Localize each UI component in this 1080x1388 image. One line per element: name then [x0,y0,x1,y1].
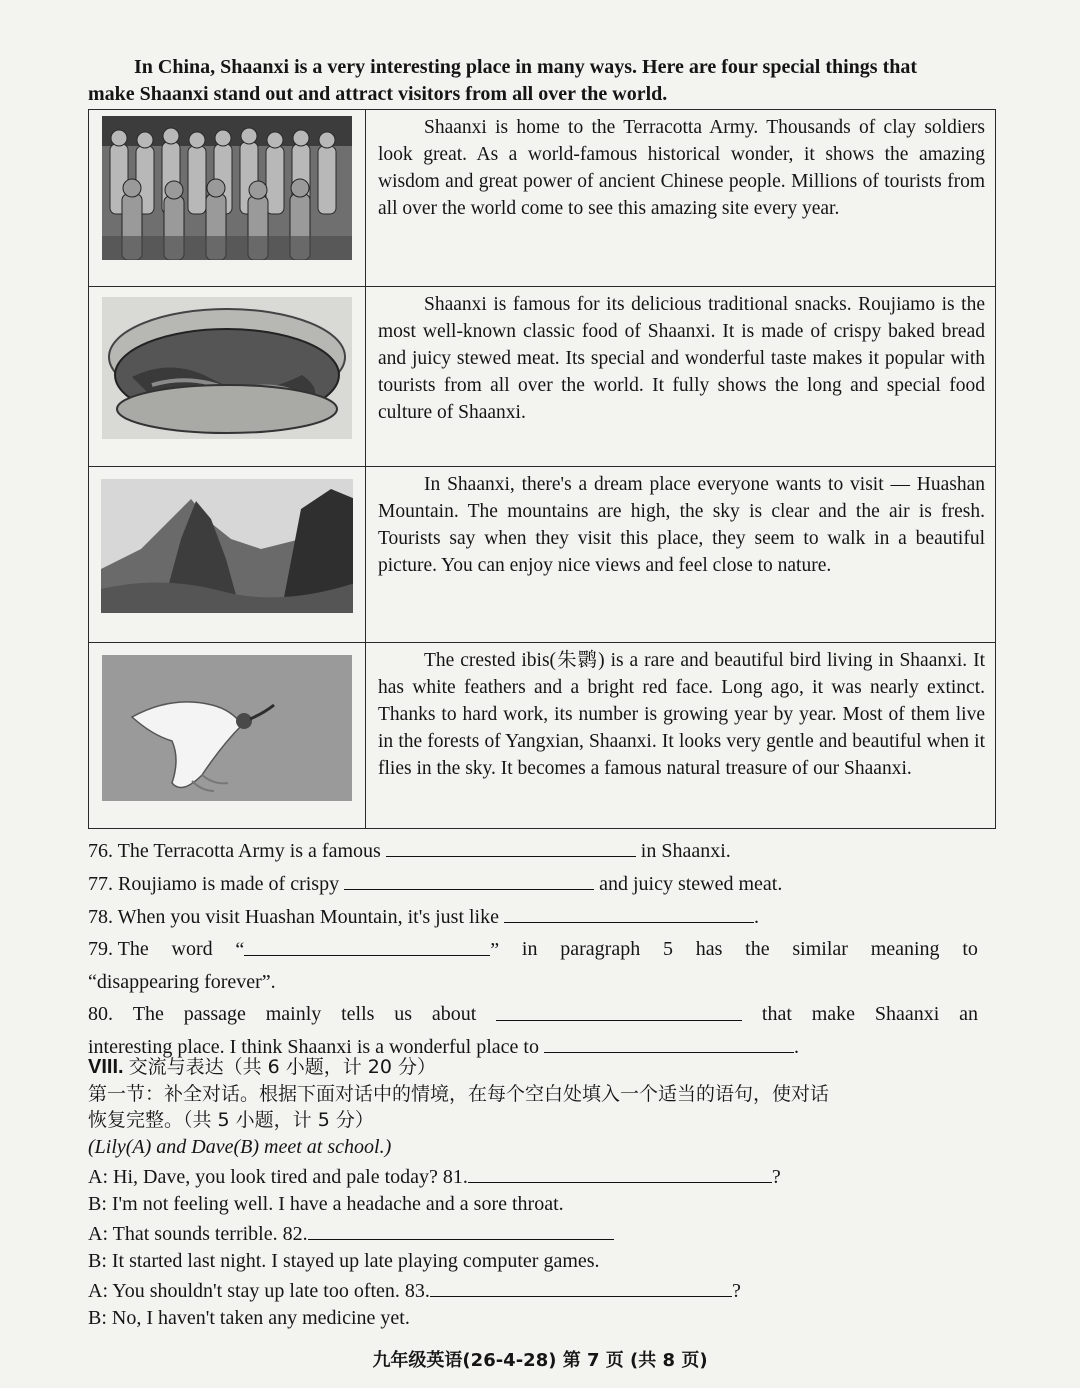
paragraph-huashan: In Shaanxi, there's a dream place everyone wants to visit — Huashan Mountain. The mountains are high, the sky is clear and the air is fresh. Tourists say when they visit this place, they seem to walk in a beautiful picture. You can enjoy nice views and feel close to nature. [366,467,996,643]
image-cell [89,643,366,829]
image-cell [89,110,366,287]
image-cell [89,287,366,467]
crested-ibis-photo [102,655,352,801]
paragraph-roujiamo: Shaanxi is famous for its delicious traditional snacks. Roujiamo is the most well-known classic food of Shaanxi. It is made of crispy baked bread and juicy stewed meat. Its special and wonderful taste makes it popular with tourists from all over the world. It fully shows the long and special food culture of Shaanxi. [366,287,996,467]
reading-table [88,109,996,829]
section-title: VIII. 交流与表达（共 6 小题，计 20 分） [88,1056,437,1078]
answer-blank-77[interactable] [344,867,594,890]
huashan-mountain-photo [99,479,353,613]
dialogue-line-6: B: No, I haven't taken any medicine yet. [88,1306,410,1329]
question-79-line-2: “disappearing forever”. [88,971,276,993]
answer-blank-80b[interactable] [544,1030,794,1053]
question-78: 78. When you visit Huashan Mountain, it's just like . [88,900,978,933]
dialogue-line-5: A: You shouldn't stay up late too often. 83. ? [88,1274,978,1305]
question-77: 77. Roujiamo is made of crispy and juicy stewed meat. [88,867,978,900]
dialogue-line-4: B: It started last night. I stayed up late playing computer games. [88,1249,600,1272]
answer-blank-78[interactable] [504,900,754,923]
table-row [89,643,996,829]
section-instruction-2: 恢复完整。（共 5 小题，计 5 分） [88,1109,374,1131]
question-79: 79. The word “ ” in paragraph 5 has the similar meaning to [88,933,978,966]
page-footer: 九年级英语(26-4-28) 第 7 页 (共 8 页) [372,1350,708,1371]
answer-blank-80a[interactable] [496,998,742,1021]
intro-line-1: In China, Shaanxi is a very interesting place in many ways. Here are four special things that [134,56,918,78]
answer-blank-81[interactable] [468,1160,772,1183]
question-80-line-2: interesting place. I think Shaanxi is a wonderful place to . [88,1030,978,1063]
intro-line-2: make Shaanxi stand out and attract visitors from all over the world. [88,83,668,105]
question-76: 76. The Terracotta Army is a famous in Shaanxi. [88,834,978,867]
dialogue-scene: (Lily(A) and Dave(B) meet at school.) [88,1135,392,1158]
image-cell [89,467,366,643]
answer-blank-79[interactable] [244,933,490,956]
intro-paragraph [88,54,978,108]
answer-blank-82[interactable] [308,1217,614,1240]
answer-blank-76[interactable] [386,834,636,857]
paragraph-terracotta: Shaanxi is home to the Terracotta Army. Thousands of clay soldiers look great. As a world-famous historical wonder, it shows the amazing wisdom and great power of ancient Chinese people. Millions of tourists from all over the world come to see this amazing site every year. [366,110,996,287]
paragraph-crested-ibis: The crested ibis(朱鹮) is a rare and beautiful bird living in Shaanxi. It has white feathers and a bright red face. Long ago, it was nearly extinct. Thanks to hard work, its number is growing year by year. Most of them live in the forests of Yangxian, Shaanxi. It looks very gentle and beautiful when it flies in the sky. It becomes a famous natural treasure of our Shaanxi. [366,643,996,829]
terracotta-warriors-photo [102,116,352,260]
table-row [89,467,996,643]
questions-block [88,834,978,1063]
communication-section [88,1054,978,1331]
dialogue-line-3: A: That sounds terrible. 82. [88,1217,978,1248]
answer-blank-83[interactable] [430,1274,732,1297]
section-instruction-1: 第一节：补全对话。根据下面对话中的情境，在每个空白处填入一个适当的语句，使对话 [88,1082,830,1105]
table-row [89,110,996,287]
table-row [89,287,996,467]
question-80: 80. The passage mainly tells us about that make Shaanxi an [88,998,978,1030]
dialogue-line-2: B: I'm not feeling well. I have a headache and a sore throat. [88,1192,564,1215]
dialogue-line-1: A: Hi, Dave, you look tired and pale today? 81. ? [88,1160,978,1191]
roujiamo-photo [102,297,352,439]
